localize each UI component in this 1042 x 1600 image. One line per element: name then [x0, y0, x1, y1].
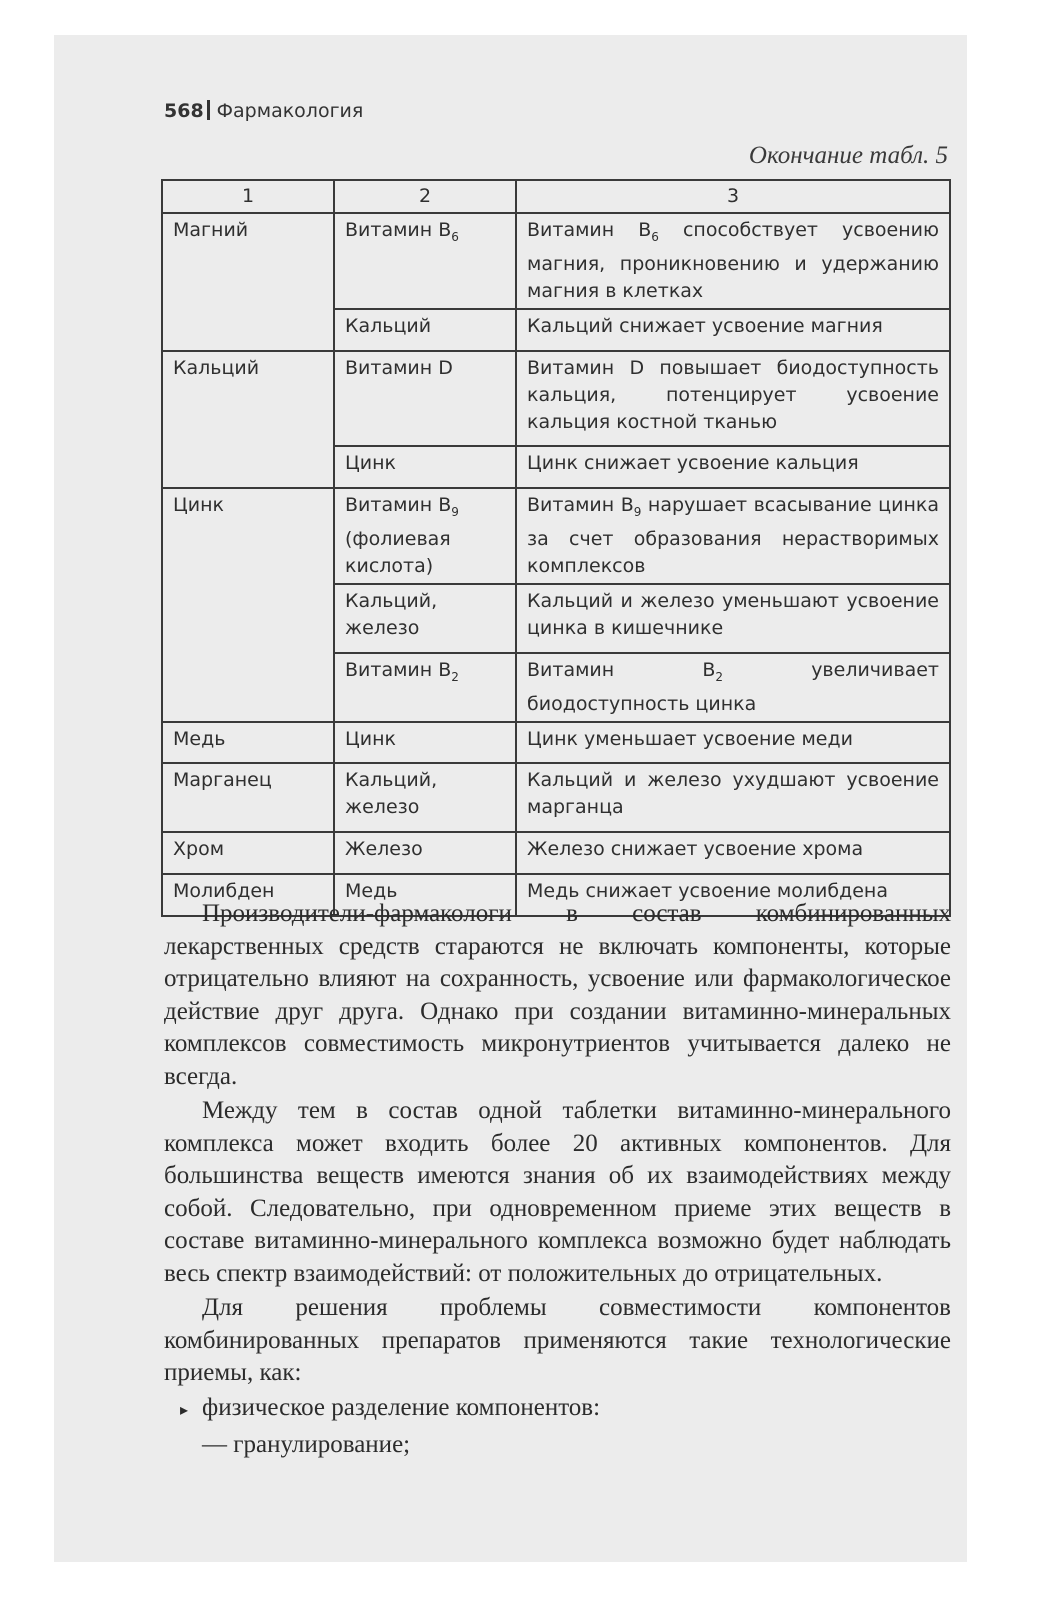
subscript: 9 — [633, 504, 642, 519]
effect-cell — [516, 351, 950, 447]
partner-cell-text: Цинк — [345, 452, 396, 475]
effect-cell-text-rest: способствует усвоению магния, проникновению и удержанию магния в клетках — [527, 219, 939, 302]
partner-cell-text-rest: (фолиевая кислота) — [345, 527, 451, 577]
partner-cell — [334, 832, 516, 874]
effect-cell-text: Кальций и железо уменьшают усвоение цинка в кишечнике — [527, 589, 939, 639]
subscript: 6 — [651, 229, 659, 244]
partner-cell-text: Железо — [345, 838, 423, 861]
partner-cell-text: Витамин B — [345, 219, 452, 241]
element-cell: Кальций — [162, 351, 334, 489]
element-cell: Цинк — [162, 488, 334, 721]
effect-cell-text: Медь снижает усвоение молибдена — [527, 879, 888, 902]
table-row — [162, 351, 950, 447]
paragraph: Для решения проблемы совместимости компонентов комбинированных препаратов применяются такие технологические приемы, как: — [164, 1294, 951, 1386]
subscript: 6 — [451, 229, 459, 244]
element-cell: Марганец — [162, 763, 334, 832]
effect-cell-text: Витамин D повышает биодоступность кальция, потенцирует усвоение кальция костной тканью — [527, 356, 939, 433]
subscript: 9 — [451, 504, 459, 519]
subscript: 2 — [451, 669, 459, 684]
effect-cell-text: Цинк уменьшает усвоение меди — [527, 727, 853, 750]
column-header: 1 — [162, 180, 334, 213]
list-item-text: физическое разделение компонентов: — [202, 1393, 601, 1421]
table-row — [162, 832, 950, 874]
page-number: 568 — [164, 100, 204, 122]
sub-list-item: — гранулирование; — [202, 1431, 411, 1458]
effect-cell — [516, 832, 950, 874]
effect-cell-text: Кальций снижает усвоение магния — [527, 314, 883, 337]
table-caption: Окончание табл. 5 — [748, 142, 948, 169]
list-item — [164, 1392, 951, 1428]
effect-cell — [516, 446, 950, 488]
table-row — [162, 488, 950, 584]
body-text — [164, 898, 951, 1462]
running-header — [164, 100, 363, 122]
effect-cell — [516, 763, 950, 832]
book-title: Фармакология — [216, 100, 364, 122]
header-divider — [207, 100, 210, 120]
effect-cell-text: Витамин B — [527, 219, 652, 241]
partner-cell-text: Медь — [345, 879, 398, 902]
partner-cell-text: Витамин B — [345, 658, 452, 681]
column-header: 2 — [334, 180, 516, 213]
effect-cell-text: Витамин B — [527, 494, 634, 517]
element-cell: Хром — [162, 832, 334, 874]
partner-cell — [334, 446, 516, 488]
interactions-table — [161, 179, 951, 917]
effect-cell-text-rest: увеличивает биодоступность цинка — [527, 658, 939, 715]
partner-cell — [334, 722, 516, 764]
partner-cell — [334, 213, 516, 309]
effect-cell — [516, 488, 950, 584]
partner-cell-text: Витамин D — [345, 356, 453, 379]
effect-cell-text: Цинк снижает усвоение кальция — [527, 452, 859, 475]
effect-cell-text: Железо снижает усвоение хрома — [527, 838, 864, 861]
partner-cell-text: Кальций, железо — [345, 589, 438, 639]
paragraph: Производители-фармакологи в состав комбинированных лекарственных средств стараются не включать компоненты, которые отрицательно влияют на сохранность, усвоение или фармакологическое действие друг друга. Однако при создании витаминно-минеральных комплексов совместимость микронутриентов учитывается далеко не всегда. — [164, 900, 951, 1090]
paragraph: Между тем в состав одной таблетки витаминно-минерального комплекса может входить более 20 активных компонентов. Для большинства веществ имеются знания об их взаимодействиях между собой. Следовательно, при одновременном приеме этих веществ в составе витаминно-минерального комплекса возможно будет наблюдать весь спектр взаимодействий: от положительных до отрицательных. — [164, 1097, 951, 1287]
table-row — [162, 213, 950, 309]
effect-cell-text: Кальций и железо ухудшают усвоение марганца — [527, 769, 939, 819]
effect-cell — [516, 309, 950, 351]
table-header-row — [162, 180, 950, 213]
partner-cell-text: Кальций — [345, 314, 432, 337]
effect-cell — [516, 213, 950, 309]
effect-cell — [516, 722, 950, 764]
column-header: 3 — [516, 180, 950, 213]
subscript: 2 — [715, 669, 724, 684]
effect-cell — [516, 584, 950, 653]
element-cell: Магний — [162, 213, 334, 351]
partner-cell — [334, 763, 516, 832]
partner-cell — [334, 584, 516, 653]
partner-cell — [334, 653, 516, 722]
element-cell: Молибден — [162, 874, 334, 916]
effect-cell-text-rest: нарушает всасывание цинка за счет образования нерастворимых комплексов — [527, 494, 939, 577]
table-row — [162, 763, 950, 832]
partner-cell — [334, 309, 516, 351]
element-cell: Медь — [162, 722, 334, 764]
partner-cell-text: Кальций, железо — [345, 769, 438, 819]
bullet-arrow-icon: ▸ — [180, 1401, 189, 1419]
partner-cell — [334, 351, 516, 447]
effect-cell-text: Витамин B — [527, 658, 716, 681]
effect-cell — [516, 653, 950, 722]
partner-cell — [334, 488, 516, 584]
table-row — [162, 722, 950, 764]
partner-cell-text: Цинк — [345, 727, 396, 750]
partner-cell-text: Витамин B — [345, 494, 452, 517]
